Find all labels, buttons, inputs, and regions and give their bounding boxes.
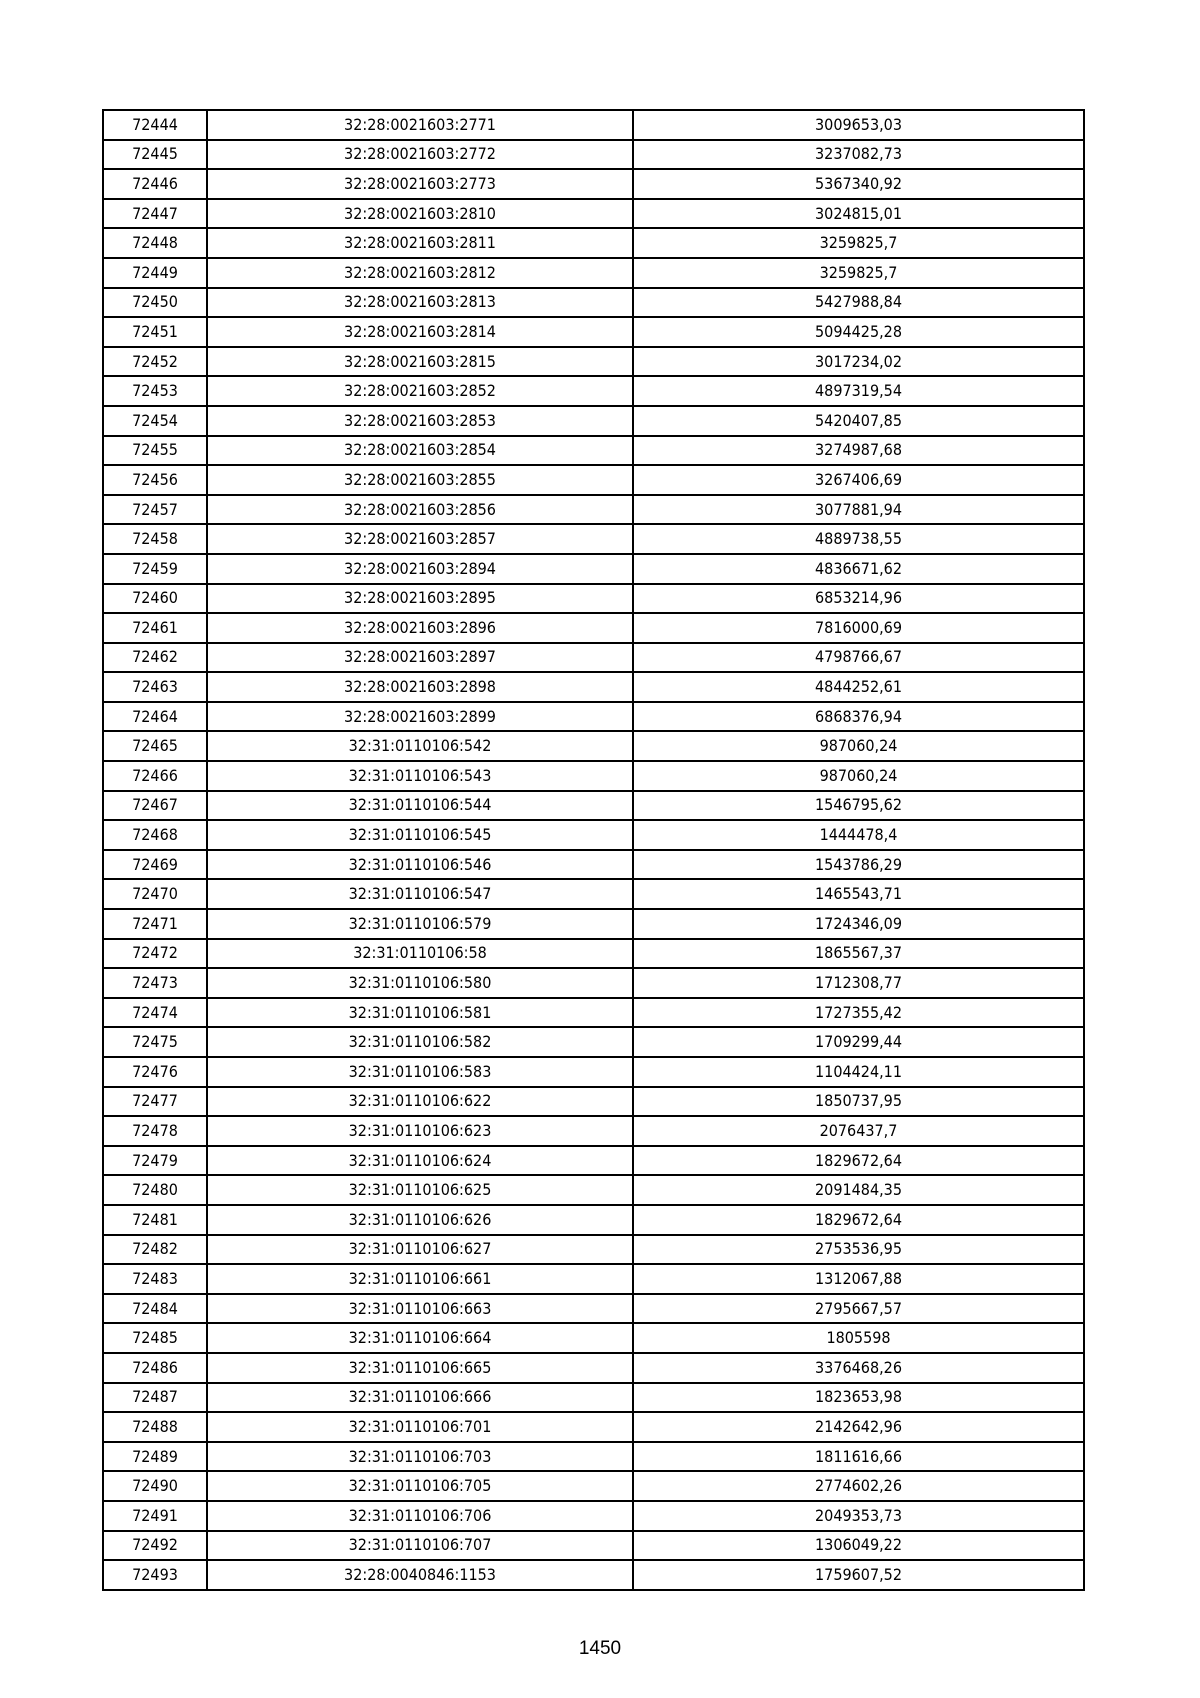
row-number-cell: 72483 (103, 1264, 207, 1294)
row-number-cell: 72473 (103, 968, 207, 998)
cadastral-number-cell: 32:28:0021603:2895 (207, 584, 633, 614)
row-number-cell: 72450 (103, 288, 207, 318)
row-number-cell: 72453 (103, 376, 207, 406)
value-cell: 1829672,64 (633, 1205, 1084, 1235)
value-cell: 1850737,95 (633, 1087, 1084, 1117)
row-number-cell: 72486 (103, 1353, 207, 1383)
cadastral-number-cell: 32:31:0110106:624 (207, 1146, 633, 1176)
row-number-cell: 72466 (103, 761, 207, 791)
value-cell: 1727355,42 (633, 998, 1084, 1028)
table-row (103, 199, 1084, 229)
row-number-cell: 72452 (103, 347, 207, 377)
value-cell: 1306049,22 (633, 1531, 1084, 1561)
table-row (103, 672, 1084, 702)
table-row (103, 1235, 1084, 1265)
table-row (103, 850, 1084, 880)
cadastral-number-cell: 32:31:0110106:627 (207, 1235, 633, 1265)
row-number-cell: 72487 (103, 1383, 207, 1413)
row-number-cell: 72485 (103, 1323, 207, 1353)
value-cell: 4798766,67 (633, 643, 1084, 673)
value-cell: 3259825,7 (633, 258, 1084, 288)
cadastral-number-cell: 32:31:0110106:580 (207, 968, 633, 998)
row-number-cell: 72477 (103, 1087, 207, 1117)
table-row (103, 998, 1084, 1028)
table-row (103, 761, 1084, 791)
value-cell: 3259825,7 (633, 228, 1084, 258)
row-number-cell: 72457 (103, 495, 207, 525)
cadastral-number-cell: 32:28:0021603:2815 (207, 347, 633, 377)
cadastral-number-cell: 32:28:0040846:1153 (207, 1560, 633, 1590)
value-cell: 7816000,69 (633, 613, 1084, 643)
row-number-cell: 72482 (103, 1235, 207, 1265)
table-row (103, 820, 1084, 850)
value-cell: 4836671,62 (633, 554, 1084, 584)
value-cell: 3017234,02 (633, 347, 1084, 377)
cadastral-number-cell: 32:28:0021603:2855 (207, 465, 633, 495)
value-cell: 5420407,85 (633, 406, 1084, 436)
row-number-cell: 72462 (103, 643, 207, 673)
table-row (103, 1383, 1084, 1413)
row-number-cell: 72464 (103, 702, 207, 732)
value-cell: 1543786,29 (633, 850, 1084, 880)
value-cell: 3077881,94 (633, 495, 1084, 525)
value-cell: 1104424,11 (633, 1057, 1084, 1087)
value-cell: 1805598 (633, 1323, 1084, 1353)
table-row (103, 1057, 1084, 1087)
cadastral-number-cell: 32:31:0110106:706 (207, 1501, 633, 1531)
row-number-cell: 72493 (103, 1560, 207, 1590)
table-row (103, 1442, 1084, 1472)
value-cell: 4897319,54 (633, 376, 1084, 406)
table-row (103, 613, 1084, 643)
row-number-cell: 72478 (103, 1116, 207, 1146)
row-number-cell: 72491 (103, 1501, 207, 1531)
row-number-cell: 72467 (103, 791, 207, 821)
table-row (103, 1146, 1084, 1176)
value-cell: 1724346,09 (633, 909, 1084, 939)
value-cell: 1759607,52 (633, 1560, 1084, 1590)
value-cell: 3376468,26 (633, 1353, 1084, 1383)
table-row (103, 436, 1084, 466)
cadastral-number-cell: 32:31:0110106:543 (207, 761, 633, 791)
value-cell: 1465543,71 (633, 879, 1084, 909)
table-row (103, 968, 1084, 998)
row-number-cell: 72476 (103, 1057, 207, 1087)
table-row (103, 702, 1084, 732)
row-number-cell: 72481 (103, 1205, 207, 1235)
value-cell: 5427988,84 (633, 288, 1084, 318)
cadastral-number-cell: 32:28:0021603:2814 (207, 317, 633, 347)
value-cell: 6868376,94 (633, 702, 1084, 732)
row-number-cell: 72447 (103, 199, 207, 229)
table-row (103, 140, 1084, 170)
table-row (103, 939, 1084, 969)
table-row (103, 1353, 1084, 1383)
cadastral-number-cell: 32:31:0110106:583 (207, 1057, 633, 1087)
value-cell: 3024815,01 (633, 199, 1084, 229)
cadastral-number-cell: 32:31:0110106:542 (207, 731, 633, 761)
row-number-cell: 72460 (103, 584, 207, 614)
value-cell: 987060,24 (633, 731, 1084, 761)
table-row (103, 584, 1084, 614)
table-row (103, 288, 1084, 318)
table-row (103, 1501, 1084, 1531)
value-cell: 1712308,77 (633, 968, 1084, 998)
value-cell: 1823653,98 (633, 1383, 1084, 1413)
cadastral-number-cell: 32:31:0110106:661 (207, 1264, 633, 1294)
cadastral-number-cell: 32:31:0110106:707 (207, 1531, 633, 1561)
cadastral-number-cell: 32:31:0110106:666 (207, 1383, 633, 1413)
value-cell: 3009653,03 (633, 110, 1084, 140)
cadastral-number-cell: 32:31:0110106:701 (207, 1412, 633, 1442)
row-number-cell: 72492 (103, 1531, 207, 1561)
cadastral-number-cell: 32:31:0110106:579 (207, 909, 633, 939)
cadastral-number-cell: 32:31:0110106:623 (207, 1116, 633, 1146)
cadastral-value-table (102, 109, 1085, 1591)
row-number-cell: 72458 (103, 524, 207, 554)
cadastral-number-cell: 32:31:0110106:544 (207, 791, 633, 821)
table-row (103, 909, 1084, 939)
cadastral-number-cell: 32:28:0021603:2771 (207, 110, 633, 140)
value-cell: 1709299,44 (633, 1027, 1084, 1057)
value-cell: 1444478,4 (633, 820, 1084, 850)
table-row (103, 524, 1084, 554)
row-number-cell: 72480 (103, 1175, 207, 1205)
value-cell: 1546795,62 (633, 791, 1084, 821)
cadastral-number-cell: 32:28:0021603:2857 (207, 524, 633, 554)
table-row (103, 731, 1084, 761)
table-row (103, 347, 1084, 377)
row-number-cell: 72444 (103, 110, 207, 140)
table-body (103, 110, 1084, 1590)
row-number-cell: 72471 (103, 909, 207, 939)
table-row (103, 1205, 1084, 1235)
table-row (103, 376, 1084, 406)
cadastral-number-cell: 32:31:0110106:664 (207, 1323, 633, 1353)
page-number: 1450 (578, 1638, 622, 1659)
value-cell: 987060,24 (633, 761, 1084, 791)
cadastral-number-cell: 32:31:0110106:665 (207, 1353, 633, 1383)
table-row (103, 258, 1084, 288)
cadastral-number-cell: 32:28:0021603:2898 (207, 672, 633, 702)
row-number-cell: 72490 (103, 1471, 207, 1501)
row-number-cell: 72465 (103, 731, 207, 761)
row-number-cell: 72470 (103, 879, 207, 909)
cadastral-number-cell: 32:31:0110106:625 (207, 1175, 633, 1205)
value-cell: 2076437,7 (633, 1116, 1084, 1146)
cadastral-number-cell: 32:28:0021603:2853 (207, 406, 633, 436)
table-row (103, 791, 1084, 821)
cadastral-number-cell: 32:28:0021603:2894 (207, 554, 633, 584)
table-row (103, 169, 1084, 199)
table-row (103, 643, 1084, 673)
cadastral-number-cell: 32:28:0021603:2812 (207, 258, 633, 288)
table-row (103, 1027, 1084, 1057)
value-cell: 3237082,73 (633, 140, 1084, 170)
value-cell: 2049353,73 (633, 1501, 1084, 1531)
cadastral-number-cell: 32:28:0021603:2811 (207, 228, 633, 258)
cadastral-number-cell: 32:28:0021603:2896 (207, 613, 633, 643)
row-number-cell: 72459 (103, 554, 207, 584)
row-number-cell: 72463 (103, 672, 207, 702)
value-cell: 1865567,37 (633, 939, 1084, 969)
table-row (103, 406, 1084, 436)
value-cell: 5094425,28 (633, 317, 1084, 347)
row-number-cell: 72445 (103, 140, 207, 170)
value-cell: 3267406,69 (633, 465, 1084, 495)
row-number-cell: 72454 (103, 406, 207, 436)
table-row (103, 1412, 1084, 1442)
table-row (103, 879, 1084, 909)
cadastral-number-cell: 32:28:0021603:2897 (207, 643, 633, 673)
table-row (103, 1531, 1084, 1561)
table-row (103, 1323, 1084, 1353)
row-number-cell: 72451 (103, 317, 207, 347)
value-cell: 1829672,64 (633, 1146, 1084, 1176)
row-number-cell: 72489 (103, 1442, 207, 1472)
cadastral-number-cell: 32:31:0110106:663 (207, 1294, 633, 1324)
cadastral-number-cell: 32:31:0110106:581 (207, 998, 633, 1028)
cadastral-number-cell: 32:28:0021603:2773 (207, 169, 633, 199)
cadastral-number-cell: 32:28:0021603:2856 (207, 495, 633, 525)
value-cell: 1811616,66 (633, 1442, 1084, 1472)
row-number-cell: 72468 (103, 820, 207, 850)
table-row (103, 1116, 1084, 1146)
cadastral-number-cell: 32:28:0021603:2772 (207, 140, 633, 170)
cadastral-number-cell: 32:28:0021603:2852 (207, 376, 633, 406)
row-number-cell: 72446 (103, 169, 207, 199)
table-row (103, 317, 1084, 347)
cadastral-number-cell: 32:28:0021603:2810 (207, 199, 633, 229)
value-cell: 2795667,57 (633, 1294, 1084, 1324)
row-number-cell: 72456 (103, 465, 207, 495)
table-row (103, 110, 1084, 140)
cadastral-number-cell: 32:28:0021603:2899 (207, 702, 633, 732)
row-number-cell: 72469 (103, 850, 207, 880)
table-row (103, 1471, 1084, 1501)
cadastral-number-cell: 32:31:0110106:545 (207, 820, 633, 850)
table-row (103, 554, 1084, 584)
row-number-cell: 72472 (103, 939, 207, 969)
row-number-cell: 72479 (103, 1146, 207, 1176)
cadastral-number-cell: 32:31:0110106:622 (207, 1087, 633, 1117)
cadastral-number-cell: 32:31:0110106:626 (207, 1205, 633, 1235)
table-row (103, 1087, 1084, 1117)
value-cell: 3274987,68 (633, 436, 1084, 466)
value-cell: 2091484,35 (633, 1175, 1084, 1205)
value-cell: 2142642,96 (633, 1412, 1084, 1442)
table-row (103, 1294, 1084, 1324)
table-row (103, 495, 1084, 525)
cadastral-number-cell: 32:31:0110106:547 (207, 879, 633, 909)
row-number-cell: 72474 (103, 998, 207, 1028)
row-number-cell: 72455 (103, 436, 207, 466)
value-cell: 4844252,61 (633, 672, 1084, 702)
value-cell: 1312067,88 (633, 1264, 1084, 1294)
cadastral-number-cell: 32:31:0110106:703 (207, 1442, 633, 1472)
table-row (103, 465, 1084, 495)
value-cell: 2753536,95 (633, 1235, 1084, 1265)
value-cell: 6853214,96 (633, 584, 1084, 614)
row-number-cell: 72461 (103, 613, 207, 643)
row-number-cell: 72448 (103, 228, 207, 258)
row-number-cell: 72449 (103, 258, 207, 288)
table-row (103, 1264, 1084, 1294)
cadastral-number-cell: 32:31:0110106:582 (207, 1027, 633, 1057)
cadastral-number-cell: 32:31:0110106:58 (207, 939, 633, 969)
value-cell: 4889738,55 (633, 524, 1084, 554)
cadastral-number-cell: 32:31:0110106:546 (207, 850, 633, 880)
cadastral-number-cell: 32:31:0110106:705 (207, 1471, 633, 1501)
cadastral-number-cell: 32:28:0021603:2854 (207, 436, 633, 466)
row-number-cell: 72475 (103, 1027, 207, 1057)
row-number-cell: 72488 (103, 1412, 207, 1442)
table-row (103, 1560, 1084, 1590)
table-row (103, 228, 1084, 258)
value-cell: 2774602,26 (633, 1471, 1084, 1501)
table-row (103, 1175, 1084, 1205)
cadastral-number-cell: 32:28:0021603:2813 (207, 288, 633, 318)
value-cell: 5367340,92 (633, 169, 1084, 199)
row-number-cell: 72484 (103, 1294, 207, 1324)
